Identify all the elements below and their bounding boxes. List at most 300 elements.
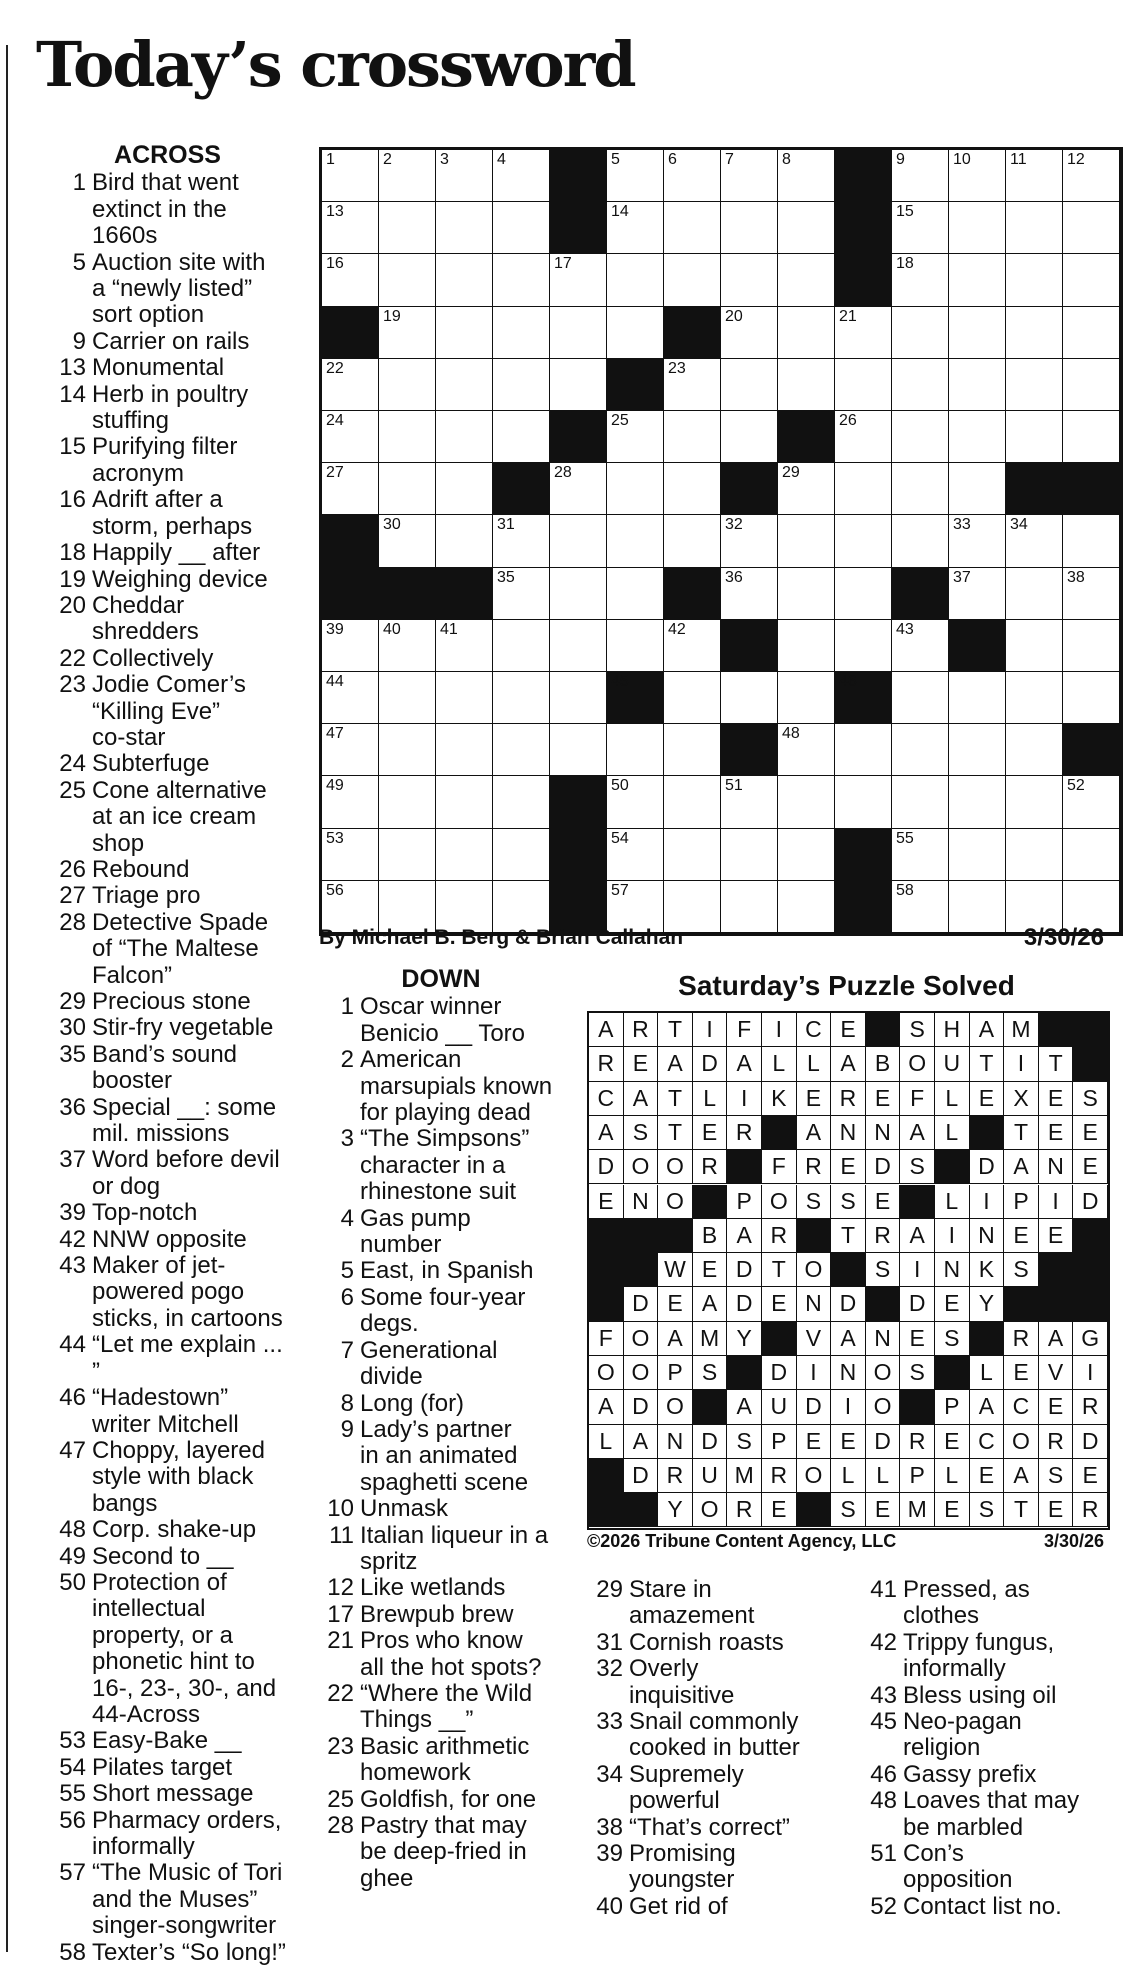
grid-cell[interactable] (436, 829, 493, 881)
grid-cell[interactable] (1006, 254, 1063, 306)
solution-letter: O (624, 1356, 659, 1390)
grid-cell[interactable] (550, 359, 607, 411)
grid-cell[interactable] (721, 515, 778, 567)
solution-letter: T (970, 1047, 1005, 1081)
grid-cell[interactable] (1006, 515, 1063, 567)
grid-cell[interactable] (892, 881, 949, 933)
grid-cell[interactable] (949, 881, 1006, 933)
clue-number: 57 (59, 1859, 86, 1887)
grid-cell[interactable] (892, 463, 949, 515)
grid-cell[interactable] (322, 254, 379, 306)
cell-number: 58 (896, 881, 914, 899)
grid-cell[interactable] (607, 568, 664, 620)
clue-line: 1660s (92, 222, 158, 250)
grid-cell[interactable] (1063, 411, 1120, 463)
grid-cell[interactable] (607, 150, 664, 202)
clue-line: Subterfuge (92, 750, 210, 778)
clue-text (92, 1227, 295, 1253)
grid-cell[interactable] (721, 881, 778, 933)
grid-cell[interactable] (892, 620, 949, 672)
crossword-grid[interactable] (319, 147, 1123, 936)
grid-cell[interactable] (949, 463, 1006, 515)
grid-cell[interactable] (949, 568, 1006, 620)
grid-cell[interactable] (607, 829, 664, 881)
grid-cell[interactable] (778, 515, 835, 567)
grid-cell[interactable] (379, 776, 436, 828)
solution-letter: O (900, 1047, 935, 1081)
grid-cell[interactable] (892, 359, 949, 411)
grid-cell[interactable] (949, 254, 1006, 306)
clue-across-1 (40, 170, 295, 249)
grid-cell[interactable] (379, 202, 436, 254)
grid-cell[interactable] (493, 150, 550, 202)
grid-cell[interactable] (436, 359, 493, 411)
solution-letter: O (693, 1493, 728, 1527)
clue-number: 29 (596, 1576, 623, 1603)
grid-cell[interactable] (1063, 829, 1120, 881)
clue-down-col3-42 (859, 1630, 1129, 1683)
grid-cell[interactable] (949, 724, 1006, 776)
grid-cell[interactable] (436, 724, 493, 776)
grid-cell[interactable] (778, 359, 835, 411)
grid-cell[interactable] (550, 568, 607, 620)
solution-letter: X (1004, 1082, 1039, 1116)
clue-number: 15 (59, 433, 86, 461)
grid-cell[interactable] (721, 202, 778, 254)
cell-number: 55 (896, 829, 914, 847)
solution-black-square (589, 1219, 624, 1253)
grid-cell[interactable] (892, 150, 949, 202)
solution-letter: A (589, 1116, 624, 1150)
grid-cell[interactable] (1063, 202, 1120, 254)
grid-cell[interactable] (436, 672, 493, 724)
grid-cell[interactable] (607, 202, 664, 254)
clue-text (360, 1391, 566, 1417)
grid-cell[interactable] (949, 411, 1006, 463)
grid-cell[interactable] (436, 463, 493, 515)
grid-cell[interactable] (550, 672, 607, 724)
grid-cell[interactable] (1063, 620, 1120, 672)
grid-cell[interactable] (550, 254, 607, 306)
grid-cell[interactable] (607, 620, 664, 672)
solution-letter: D (1073, 1185, 1108, 1219)
clue-text (360, 1787, 566, 1813)
grid-cell[interactable] (778, 724, 835, 776)
grid-cell[interactable] (778, 568, 835, 620)
grid-cell[interactable] (436, 776, 493, 828)
solution-letter: B (693, 1219, 728, 1253)
clue-line: storm, perhaps (92, 512, 253, 540)
clue-number: 20 (59, 591, 86, 619)
clue-down-col2-40 (585, 1894, 853, 1920)
clue-number: 9 (72, 327, 86, 355)
solution-letter: N (935, 1253, 970, 1287)
grid-cell[interactable] (436, 150, 493, 202)
grid-cell[interactable] (835, 724, 892, 776)
cell-number: 5 (611, 151, 620, 168)
grid-cell[interactable] (436, 307, 493, 359)
grid-cell[interactable] (835, 463, 892, 515)
grid-cell[interactable] (322, 150, 379, 202)
grid-cell[interactable] (493, 515, 550, 567)
solution-letter: T (658, 1013, 693, 1047)
grid-cell[interactable] (493, 724, 550, 776)
grid-cell[interactable] (778, 829, 835, 881)
clue-number: 43 (870, 1681, 897, 1709)
grid-cell[interactable] (949, 672, 1006, 724)
grid-cell[interactable] (436, 515, 493, 567)
solution-letter: R (1004, 1322, 1039, 1356)
grid-cell[interactable] (493, 568, 550, 620)
clue-text (92, 1860, 295, 1939)
solution-black-square (1039, 1013, 1074, 1047)
grid-cell[interactable] (664, 254, 721, 306)
grid-cell[interactable] (322, 359, 379, 411)
clue-number: 32 (596, 1655, 623, 1683)
grid-cell[interactable] (892, 202, 949, 254)
grid-cell[interactable] (322, 724, 379, 776)
grid-cell[interactable] (379, 829, 436, 881)
grid-cell[interactable] (1006, 724, 1063, 776)
clue-line: American (360, 1046, 462, 1074)
down-clues-col3 (859, 1577, 1129, 1920)
solution-letter: N (831, 1116, 866, 1150)
grid-cell[interactable] (550, 463, 607, 515)
clue-line: Brewpub brew (360, 1600, 514, 1628)
solution-letter: E (1004, 1219, 1039, 1253)
solution-letter: E (797, 1425, 832, 1459)
grid-cell[interactable] (607, 515, 664, 567)
clue-line: Bless using oil (903, 1681, 1057, 1709)
grid-cell[interactable] (778, 202, 835, 254)
grid-cell[interactable] (322, 202, 379, 254)
grid-cell[interactable] (949, 776, 1006, 828)
grid-cell[interactable] (721, 254, 778, 306)
clue-line: Cornish roasts (629, 1628, 784, 1656)
solution-letter: F (762, 1150, 797, 1184)
byline: By Michael B. Berg & Brian Callahan (319, 926, 684, 949)
grid-cell[interactable] (949, 829, 1006, 881)
grid-cell[interactable] (721, 672, 778, 724)
solution-black-square (589, 1459, 624, 1493)
solution-letter: A (693, 1287, 728, 1321)
solution-black-square (970, 1322, 1005, 1356)
solution-letter: G (1073, 1322, 1108, 1356)
clue-down-col3-43 (859, 1683, 1129, 1709)
clue-line: 16-, 23-, 30-, and (92, 1674, 277, 1702)
grid-cell[interactable] (379, 672, 436, 724)
grid-cell[interactable] (778, 776, 835, 828)
grid-cell[interactable] (892, 254, 949, 306)
cell-number: 22 (326, 359, 344, 377)
solution-letter: S (831, 1185, 866, 1219)
grid-cell[interactable] (778, 672, 835, 724)
clue-line: Happily __ after (92, 539, 261, 567)
grid-cell[interactable] (607, 307, 664, 359)
clue-text (629, 1841, 853, 1894)
grid-cell[interactable] (664, 463, 721, 515)
grid-cell[interactable] (778, 463, 835, 515)
black-square (436, 568, 493, 620)
grid-cell[interactable] (892, 411, 949, 463)
solution-black-square (935, 1356, 970, 1390)
grid-cell[interactable] (664, 672, 721, 724)
grid-cell[interactable] (1006, 672, 1063, 724)
grid-cell[interactable] (892, 724, 949, 776)
solution-letter: L (693, 1082, 728, 1116)
cell-number: 53 (326, 829, 344, 847)
clue-line: powered pogo (92, 1278, 245, 1306)
grid-cell[interactable] (322, 776, 379, 828)
grid-cell[interactable] (835, 307, 892, 359)
grid-cell[interactable] (493, 672, 550, 724)
solution-black-square (589, 1493, 624, 1527)
clue-text (92, 1940, 295, 1966)
grid-cell[interactable] (322, 620, 379, 672)
solution-letter: E (693, 1253, 728, 1287)
clue-line: be deep-fried in (360, 1838, 527, 1866)
grid-cell[interactable] (379, 307, 436, 359)
grid-cell[interactable] (436, 620, 493, 672)
grid-cell[interactable] (892, 829, 949, 881)
grid-cell[interactable] (1006, 568, 1063, 620)
solution-letter: P (727, 1185, 762, 1219)
grid-cell[interactable] (322, 463, 379, 515)
grid-cell[interactable] (436, 202, 493, 254)
clue-line: Like wetlands (360, 1574, 506, 1602)
solution-black-square (693, 1390, 728, 1424)
grid-cell[interactable] (379, 620, 436, 672)
clue-number: 47 (59, 1436, 86, 1464)
grid-cell[interactable] (493, 254, 550, 306)
clue-line: Maker of jet- (92, 1252, 226, 1280)
solution-letter: O (866, 1356, 901, 1390)
grid-cell[interactable] (835, 568, 892, 620)
clue-down-col2-34 (585, 1762, 853, 1815)
grid-cell[interactable] (379, 724, 436, 776)
grid-cell[interactable] (1006, 150, 1063, 202)
clue-text (92, 355, 295, 381)
solution-letter: S (1004, 1253, 1039, 1287)
clue-down-col2-33 (585, 1709, 853, 1762)
solution-letter: K (762, 1082, 797, 1116)
solution-letter: D (1073, 1425, 1108, 1459)
grid-cell[interactable] (379, 359, 436, 411)
solution-letter: C (797, 1013, 832, 1047)
grid-cell[interactable] (949, 202, 1006, 254)
clue-text (92, 487, 295, 540)
solution-letter: D (797, 1390, 832, 1424)
solution-letter: C (589, 1082, 624, 1116)
clue-text (92, 1015, 295, 1041)
grid-cell[interactable] (835, 411, 892, 463)
grid-cell[interactable] (1006, 829, 1063, 881)
grid-cell[interactable] (550, 724, 607, 776)
grid-cell[interactable] (607, 463, 664, 515)
grid-cell[interactable] (778, 254, 835, 306)
solution-letter: M (693, 1322, 728, 1356)
grid-cell[interactable] (664, 411, 721, 463)
solution-letter: F (589, 1322, 624, 1356)
grid-cell[interactable] (664, 776, 721, 828)
clue-line: Triage pro (92, 882, 201, 910)
solution-letter: E (1039, 1493, 1074, 1527)
clue-text (903, 1630, 1129, 1683)
grid-cell[interactable] (778, 620, 835, 672)
clue-line: Unmask (360, 1495, 449, 1523)
grid-cell[interactable] (664, 515, 721, 567)
solution-letter: I (762, 1013, 797, 1047)
solution-letter: L (589, 1425, 624, 1459)
grid-cell[interactable] (1063, 150, 1120, 202)
solution-letter: D (727, 1287, 762, 1321)
solution-black-square (1073, 1219, 1108, 1253)
grid-cell[interactable] (835, 515, 892, 567)
cell-number: 19 (383, 307, 401, 325)
grid-cell[interactable] (1006, 411, 1063, 463)
grid-cell[interactable] (1006, 776, 1063, 828)
grid-cell[interactable] (607, 411, 664, 463)
solution-letter: E (935, 1493, 970, 1527)
grid-cell[interactable] (607, 776, 664, 828)
grid-cell[interactable] (493, 776, 550, 828)
clue-line: and the Muses” (92, 1885, 258, 1913)
grid-cell[interactable] (835, 620, 892, 672)
clue-number: 14 (59, 380, 86, 408)
grid-cell[interactable] (322, 411, 379, 463)
grid-cell[interactable] (664, 359, 721, 411)
grid-cell[interactable] (949, 515, 1006, 567)
grid-cell[interactable] (721, 307, 778, 359)
grid-cell[interactable] (778, 881, 835, 933)
clue-line: character in a (360, 1151, 506, 1179)
grid-cell[interactable] (379, 515, 436, 567)
clue-down-col1-21 (316, 1628, 566, 1681)
grid-cell[interactable] (379, 150, 436, 202)
grid-cell[interactable] (1063, 568, 1120, 620)
grid-cell[interactable] (721, 776, 778, 828)
clue-text (92, 1147, 295, 1200)
grid-cell[interactable] (322, 672, 379, 724)
grid-cell[interactable] (892, 515, 949, 567)
grid-cell[interactable] (892, 672, 949, 724)
grid-cell[interactable] (721, 829, 778, 881)
grid-cell[interactable] (949, 359, 1006, 411)
grid-cell[interactable] (1063, 254, 1120, 306)
clue-line: Detective Spade (92, 908, 269, 936)
solution-letter: A (624, 1082, 659, 1116)
grid-cell[interactable] (493, 620, 550, 672)
grid-cell[interactable] (949, 150, 1006, 202)
grid-cell[interactable] (1006, 359, 1063, 411)
grid-cell[interactable] (379, 411, 436, 463)
solution-black-square (866, 1287, 901, 1321)
grid-cell[interactable] (664, 724, 721, 776)
clue-line: or dog (92, 1172, 161, 1200)
grid-cell[interactable] (892, 307, 949, 359)
solution-letter: D (624, 1390, 659, 1424)
clue-text (360, 1417, 566, 1496)
clue-number: 53 (59, 1727, 86, 1755)
grid-cell[interactable] (721, 359, 778, 411)
grid-cell[interactable] (835, 359, 892, 411)
grid-cell[interactable] (493, 307, 550, 359)
clue-number: 48 (870, 1787, 897, 1815)
black-square (949, 620, 1006, 672)
grid-cell[interactable] (1063, 307, 1120, 359)
clue-line: ghee (360, 1864, 414, 1892)
grid-cell[interactable] (550, 307, 607, 359)
grid-cell[interactable] (436, 254, 493, 306)
solution-letter: E (866, 1185, 901, 1219)
grid-cell[interactable] (493, 411, 550, 463)
grid-cell[interactable] (664, 829, 721, 881)
grid-cell[interactable] (379, 463, 436, 515)
grid-cell[interactable] (322, 829, 379, 881)
solution-letter: P (900, 1459, 935, 1493)
grid-cell[interactable] (721, 411, 778, 463)
clue-down-col3-48 (859, 1788, 1129, 1841)
clue-line: East, in Spanish (360, 1257, 534, 1285)
grid-cell[interactable] (493, 359, 550, 411)
clue-number: 31 (596, 1628, 623, 1656)
solution-letter: D (589, 1150, 624, 1184)
grid-cell[interactable] (1063, 776, 1120, 828)
solution-letter: E (797, 1082, 832, 1116)
grid-cell[interactable] (721, 150, 778, 202)
grid-cell[interactable] (436, 411, 493, 463)
grid-cell[interactable] (892, 776, 949, 828)
grid-cell[interactable] (607, 724, 664, 776)
solution-letter: S (900, 1013, 935, 1047)
grid-cell[interactable] (550, 515, 607, 567)
clue-line: informally (903, 1655, 1006, 1683)
grid-cell[interactable] (949, 307, 1006, 359)
solution-letter: N (866, 1322, 901, 1356)
grid-cell[interactable] (493, 829, 550, 881)
solution-black-square (624, 1253, 659, 1287)
grid-cell[interactable] (379, 254, 436, 306)
grid-cell[interactable] (778, 150, 835, 202)
grid-cell[interactable] (493, 202, 550, 254)
grid-cell[interactable] (778, 307, 835, 359)
grid-cell[interactable] (664, 620, 721, 672)
grid-cell[interactable] (550, 620, 607, 672)
grid-cell[interactable] (1063, 515, 1120, 567)
grid-cell[interactable] (1063, 672, 1120, 724)
solution-letter: Y (658, 1493, 693, 1527)
solution-letter: O (1004, 1425, 1039, 1459)
grid-cell[interactable] (664, 150, 721, 202)
grid-cell[interactable] (664, 202, 721, 254)
clue-line: in an animated (360, 1442, 518, 1470)
grid-cell[interactable] (607, 254, 664, 306)
solution-letter: I (1039, 1185, 1074, 1219)
grid-cell[interactable] (1006, 202, 1063, 254)
grid-cell[interactable] (721, 568, 778, 620)
solution-letter: P (762, 1425, 797, 1459)
grid-cell[interactable] (1006, 620, 1063, 672)
grid-cell[interactable] (835, 776, 892, 828)
grid-cell[interactable] (1063, 359, 1120, 411)
solution-letter: E (866, 1493, 901, 1527)
clue-line: Pilates target (92, 1753, 233, 1781)
clue-across-16 (40, 487, 295, 540)
down-header: DOWN (401, 965, 481, 993)
clue-number: 38 (596, 1813, 623, 1841)
grid-cell[interactable] (1006, 307, 1063, 359)
clue-number: 42 (870, 1628, 897, 1656)
